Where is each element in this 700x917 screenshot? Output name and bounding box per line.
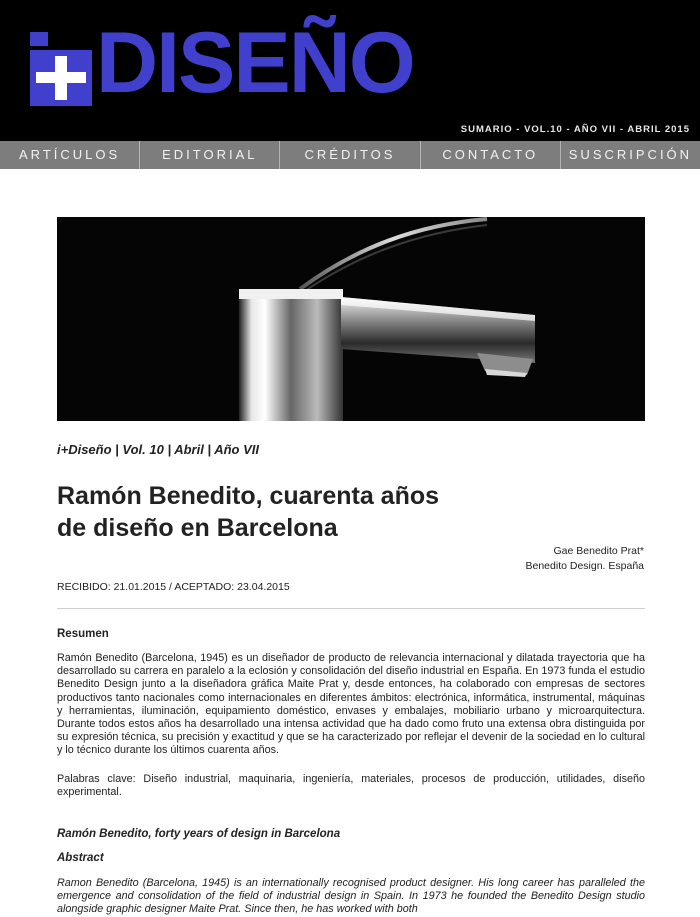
nav-item-editorial[interactable]: EDITORIAL — [139, 141, 279, 169]
nav-item-creditos[interactable]: CRÉDITOS — [279, 141, 419, 169]
site-header — [0, 0, 700, 141]
title-line-1: Ramón Benedito, cuarenta años — [57, 482, 440, 510]
keywords: Palabras clave: Diseño industrial, maquinaria, ingeniería, materiales, procesos de producción, utilidades, diseño experimental. — [57, 773, 645, 799]
author-name: Gae Benedito Prat* — [553, 545, 644, 557]
resumen-text: Ramón Benedito (Barcelona, 1945) es un diseñador de producto de relevancia internacional y dilatada trayectoria que ha desarrollado su carrera en paralelo a la eclosión y consolidación del diseño industrial en España. En 1973 funda el estudio Benedito Design junto a la diseñadora gráfica Maite Prat y, desde entonces, ha colaborado con empresas de sectores productivos tanto nacionales como internacionales en diferentes ámbitos: electrónica, informática, instrumental, máquinas y herramientas, iluminación, equipamiento doméstico, envases y embalajes, mobiliario urbano y microarquitectura. Durante todos estos años ha desarrollado una intensa actividad que ha dado como fruto una extensa obra distinguida por su expresión técnica, su precisión y exactitud y que se ha caracterizado por reflejar el devenir de la sociedad en lo cultural y lo técnico durante los últimos cuarenta años. — [57, 652, 645, 757]
logo-wordmark: DISEÑO — [96, 15, 414, 111]
author-affiliation: Benedito Design. España — [525, 560, 644, 572]
journal-citation: i+Diseño | Vol. 10 | Abril | Año VII — [57, 442, 259, 457]
plus-logo-icon — [30, 32, 92, 106]
hero-image — [57, 217, 645, 421]
divider — [57, 608, 645, 609]
title-line-2: de diseño en Barcelona — [57, 514, 338, 542]
site-logo[interactable] — [30, 15, 414, 111]
resumen-heading: Resumen — [57, 628, 109, 640]
faucet-photo — [57, 217, 645, 421]
issue-info: SUMARIO - VOL.10 - AÑO VII - ABRIL 2015 — [460, 124, 690, 135]
received-dates: RECIBIDO: 21.01.2015 / ACEPTADO: 23.04.2015 — [57, 581, 290, 593]
article-title — [57, 480, 577, 544]
abstract-text: Ramon Benedito (Barcelona, 1945) is an internationally recognised product designer. His long career has paralleled the emergence and consolidation of the field of industrial design in Spain. In 1973 he founded the Benedito Design studio alongside graphic designer Maite Prat. Since then, he has worked with both — [57, 877, 645, 916]
main-nav — [0, 141, 700, 169]
author-block — [526, 544, 645, 574]
nav-item-articulos[interactable]: ARTÍCULOS — [19, 147, 121, 162]
english-title: Ramón Benedito, forty years of design in Barcelona — [57, 828, 341, 840]
nav-item-contacto[interactable]: CONTACTO — [420, 141, 560, 169]
abstract-heading: Abstract — [57, 852, 104, 864]
nav-item-suscripcion[interactable]: SUSCRIPCIÓN — [560, 141, 700, 169]
